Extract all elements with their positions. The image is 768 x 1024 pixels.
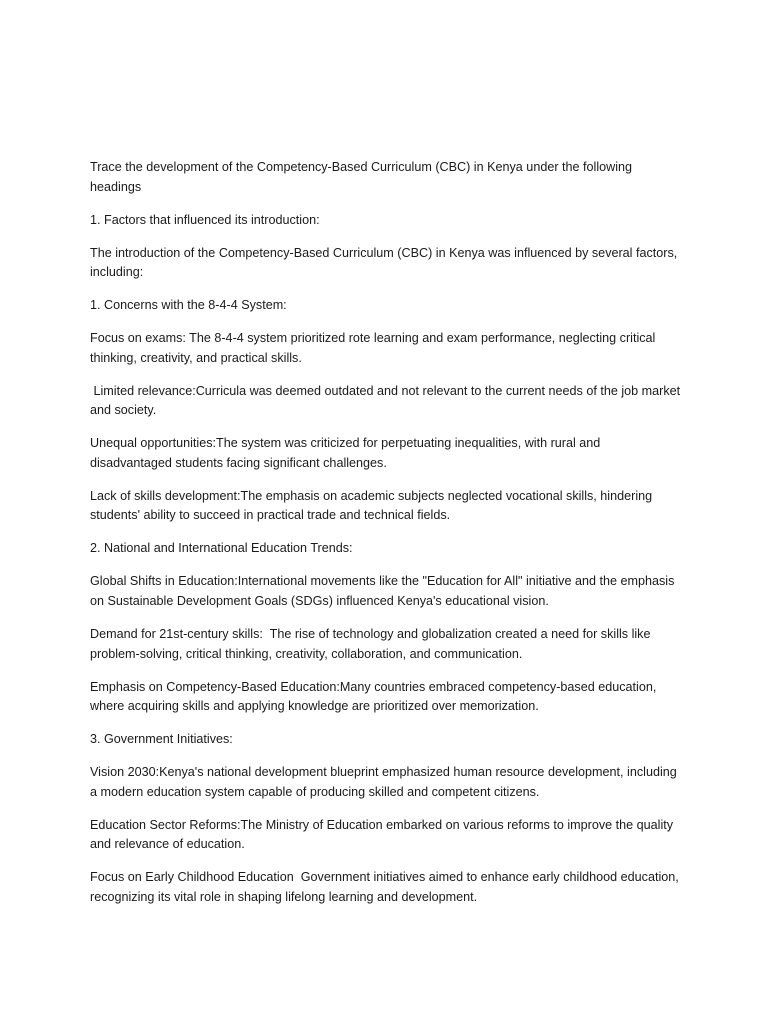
paragraph: Focus on exams: The 8-4-4 system prioritized rote learning and exam performance, neglecting critical thinking, creativity, and practical skills. (90, 331, 659, 365)
paragraph: Education Sector Reforms:The Ministry of Education embarked on various reforms to improve the quality and relevance of education. (90, 817, 677, 852)
question-prompt: Trace the development of the Competency-Based Curriculum (CBC) in Kenya under the following headings (90, 160, 636, 194)
subsection-heading: 3. Government Initiatives: (90, 732, 233, 747)
subsection-heading: 1. Concerns with the 8-4-4 System: (90, 298, 287, 313)
intro-paragraph: The introduction of the Competency-Based Curriculum (CBC) in Kenya was influenced by several factors, including: (90, 245, 681, 280)
paragraph: Lack of skills development:The emphasis on academic subjects neglected vocational skills, hindering students' ability to succeed in practical trade and technical fields. (90, 488, 656, 523)
subsection-heading: 2. National and International Education Trends: (90, 541, 353, 556)
paragraph: Limited relevance:Curricula was deemed outdated and not relevant to the current needs of the job market and society. (90, 383, 684, 418)
paragraph: Vision 2030:Kenya's national development blueprint emphasized human resource development, including a modern education system capable of producing skilled and competent citizens. (90, 765, 681, 799)
paragraph: Unequal opportunities:The system was criticized for perpetuating inequalities, with rural and disadvantaged students facing significant challenges. (90, 436, 604, 470)
paragraph: Focus on Early Childhood Education Government initiatives aimed to enhance early childhood education, recognizing its vital role in shaping lifelong learning and development. (90, 870, 683, 904)
section-heading: 1. Factors that influenced its introduction: (90, 212, 320, 227)
paragraph: Demand for 21st-century skills: The rise of technology and globalization created a need for skills like problem-solving, critical thinking, creativity, collaboration, and communication. (90, 627, 654, 661)
paragraph: Global Shifts in Education:International movements like the "Education for All" initiative and the emphasis on Sustainable Development Goals (SDGs) influenced Kenya's educational vision. (90, 574, 678, 609)
document-body (90, 158, 685, 921)
paragraph: Emphasis on Competency-Based Education:Many countries embraced competency-based education, where acquiring skills and applying knowledge are prioritized over memorization. (90, 679, 660, 714)
